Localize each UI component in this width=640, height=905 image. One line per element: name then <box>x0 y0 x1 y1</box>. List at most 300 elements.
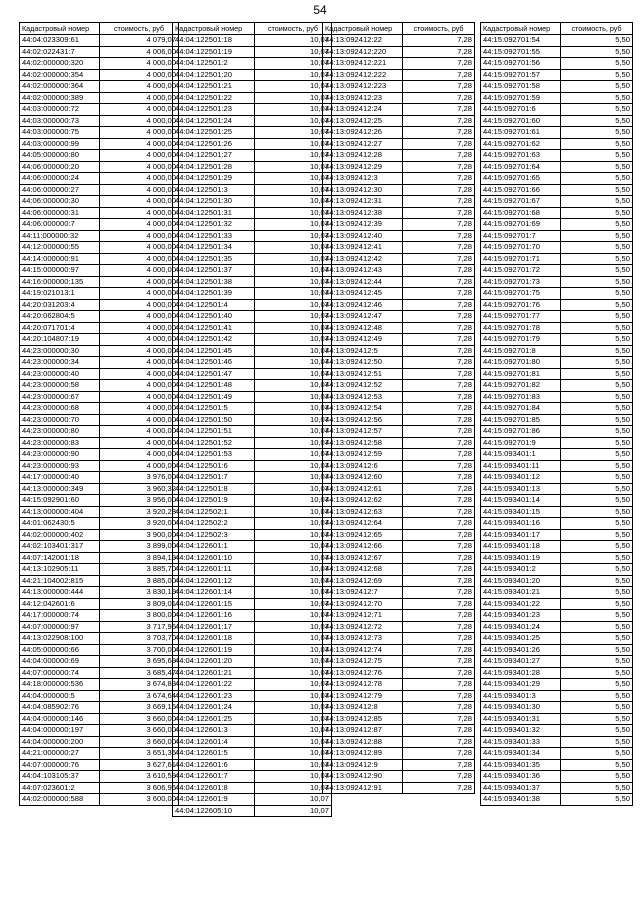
cost-cell: 4 000,00 <box>100 403 179 415</box>
cost-cell: 10,07 <box>255 667 332 679</box>
cadastral-number-cell: 44:13:092412:78 <box>323 679 403 691</box>
table-row <box>323 426 475 438</box>
cadastral-number-cell: 44:13:000000:349 <box>20 483 100 495</box>
table-row <box>173 598 332 610</box>
cost-cell: 5,50 <box>561 161 633 173</box>
header-cadastral-number: Кадастровый номер <box>323 23 403 35</box>
cost-cell: 4 000,00 <box>100 173 179 185</box>
cost-cell: 3 674,83 <box>100 679 179 691</box>
table-row <box>173 138 332 150</box>
cadastral-number-cell: 44:04:122601:22 <box>173 679 255 691</box>
cadastral-number-cell: 44:04:122601:3 <box>173 725 255 737</box>
cost-cell: 4 000,00 <box>100 242 179 254</box>
cadastral-number-cell: 44:04:000000:197 <box>20 725 100 737</box>
table-row <box>20 311 179 323</box>
cadastral-number-cell: 44:13:092412:65 <box>323 529 403 541</box>
table-row <box>173 81 332 93</box>
cadastral-number-cell: 44:15:092701:57 <box>481 69 561 81</box>
cost-cell: 4 000,00 <box>100 460 179 472</box>
cadastral-number-cell: 44:04:122601:6 <box>173 759 255 771</box>
cost-cell: 5,50 <box>561 230 633 242</box>
cadastral-number-cell: 44:04:122601:9 <box>173 794 255 806</box>
table-row <box>20 403 179 415</box>
cadastral-number-cell: 44:15:093401:26 <box>481 644 561 656</box>
cost-cell: 5,50 <box>561 437 633 449</box>
cost-cell: 5,50 <box>561 667 633 679</box>
table-row <box>323 656 475 668</box>
table-row <box>481 115 633 127</box>
cost-cell: 4 079,07 <box>100 35 179 47</box>
table-row <box>20 161 179 173</box>
table-row <box>173 426 332 438</box>
table-row <box>20 414 179 426</box>
cadastral-number-cell: 44:13:000000:404 <box>20 506 100 518</box>
cost-cell: 7,28 <box>403 575 475 587</box>
cadastral-number-cell: 44:15:093401:38 <box>481 794 561 806</box>
table-row <box>481 633 633 645</box>
table-row <box>323 437 475 449</box>
table-row <box>323 748 475 760</box>
cost-cell: 3 809,01 <box>100 598 179 610</box>
cost-cell: 4 000,00 <box>100 207 179 219</box>
cadastral-number-cell: 44:04:122601:11 <box>173 564 255 576</box>
cadastral-number-cell: 44:13:092412:52 <box>323 380 403 392</box>
table-row <box>173 644 332 656</box>
cost-cell: 10,07 <box>255 656 332 668</box>
table-row <box>323 449 475 461</box>
cadastral-number-cell: 44:15:093401:12 <box>481 472 561 484</box>
cadastral-number-cell: 44:04:122601:25 <box>173 713 255 725</box>
cost-cell: 4 000,00 <box>100 138 179 150</box>
cost-cell: 5,50 <box>561 575 633 587</box>
cadastral-number-cell: 44:04:000000:146 <box>20 713 100 725</box>
cadastral-number-cell: 44:04:122501:9 <box>173 495 255 507</box>
cost-cell: 10,07 <box>255 748 332 760</box>
table-row <box>20 541 179 553</box>
table-row <box>481 552 633 564</box>
table-row <box>323 184 475 196</box>
cost-cell: 5,50 <box>561 460 633 472</box>
table-row <box>20 391 179 403</box>
table-row <box>20 506 179 518</box>
cadastral-number-cell: 44:04:122502:1 <box>173 506 255 518</box>
cadastral-number-cell: 44:04:122501:38 <box>173 276 255 288</box>
table-row <box>20 679 179 691</box>
cost-cell: 7,28 <box>403 610 475 622</box>
cost-cell: 3 700,00 <box>100 644 179 656</box>
cost-cell: 7,28 <box>403 587 475 599</box>
cadastral-number-cell: 44:04:122501:26 <box>173 138 255 150</box>
table-row <box>481 575 633 587</box>
cost-cell: 10,07 <box>255 196 332 208</box>
cost-cell: 5,50 <box>561 782 633 794</box>
cadastral-number-cell: 44:15:092701:55 <box>481 46 561 58</box>
cost-cell: 4 000,00 <box>100 196 179 208</box>
cost-cell: 7,28 <box>403 207 475 219</box>
cadastral-table-4 <box>480 22 633 806</box>
cost-cell: 7,28 <box>403 633 475 645</box>
table-row <box>481 782 633 794</box>
cadastral-number-cell: 44:15:092701:79 <box>481 334 561 346</box>
table-row <box>20 518 179 530</box>
cost-cell: 7,28 <box>403 230 475 242</box>
table-row <box>20 58 179 70</box>
table-row <box>173 322 332 334</box>
cadastral-number-cell: 44:02:000000:389 <box>20 92 100 104</box>
cadastral-number-cell: 44:15:092701:66 <box>481 184 561 196</box>
cost-cell: 3 899,00 <box>100 541 179 553</box>
cost-cell: 7,28 <box>403 380 475 392</box>
cost-cell: 7,28 <box>403 656 475 668</box>
cost-cell: 3 685,47 <box>100 667 179 679</box>
table-row <box>323 759 475 771</box>
cadastral-number-cell: 44:15:093401:37 <box>481 782 561 794</box>
cost-cell: 7,28 <box>403 115 475 127</box>
cadastral-number-cell: 44:04:122501:50 <box>173 414 255 426</box>
table-row <box>20 736 179 748</box>
table-row <box>173 736 332 748</box>
cost-cell: 3 960,32 <box>100 483 179 495</box>
cost-cell: 10,07 <box>255 242 332 254</box>
table-row <box>173 771 332 783</box>
cost-cell: 7,28 <box>403 782 475 794</box>
cadastral-number-cell: 44:13:092412:43 <box>323 265 403 277</box>
cost-cell: 10,07 <box>255 299 332 311</box>
cost-cell: 5,50 <box>561 541 633 553</box>
cost-cell: 5,50 <box>561 495 633 507</box>
cadastral-number-cell: 44:13:092412:60 <box>323 472 403 484</box>
cadastral-number-cell: 44:13:092412:61 <box>323 483 403 495</box>
cost-cell: 4 000,00 <box>100 311 179 323</box>
cadastral-number-cell: 44:06:000000:31 <box>20 207 100 219</box>
cost-cell: 4 000,00 <box>100 357 179 369</box>
cost-cell: 10,07 <box>255 495 332 507</box>
table-row <box>323 161 475 173</box>
table-row <box>20 702 179 714</box>
table-row <box>20 150 179 162</box>
cost-cell: 7,28 <box>403 667 475 679</box>
cadastral-number-cell: 44:04:122501:31 <box>173 207 255 219</box>
cadastral-number-cell: 44:23:000000:90 <box>20 449 100 461</box>
table-row <box>173 656 332 668</box>
cost-cell: 3 800,00 <box>100 610 179 622</box>
cost-cell: 4 000,00 <box>100 426 179 438</box>
cost-cell: 7,28 <box>403 265 475 277</box>
cost-cell: 3 894,19 <box>100 552 179 564</box>
cost-cell: 10,07 <box>255 794 332 806</box>
table-row <box>323 518 475 530</box>
cadastral-number-cell: 44:13:092412:223 <box>323 81 403 93</box>
cost-cell: 4 000,00 <box>100 288 179 300</box>
table-row <box>173 414 332 426</box>
cadastral-number-cell: 44:07:000000:97 <box>20 621 100 633</box>
table-row <box>173 575 332 587</box>
table-row <box>20 771 179 783</box>
cadastral-number-cell: 44:13:092412:50 <box>323 357 403 369</box>
cost-cell: 5,50 <box>561 725 633 737</box>
cadastral-number-cell: 44:04:122501:39 <box>173 288 255 300</box>
cost-cell: 5,50 <box>561 633 633 645</box>
cadastral-number-cell: 44:15:092701:6 <box>481 104 561 116</box>
cadastral-number-cell: 44:15:092701:80 <box>481 357 561 369</box>
cost-cell: 7,28 <box>403 299 475 311</box>
table-row <box>173 184 332 196</box>
cadastral-number-cell: 44:13:092412:221 <box>323 58 403 70</box>
cadastral-number-cell: 44:20:031203:4 <box>20 299 100 311</box>
cadastral-number-cell: 44:15:093401:35 <box>481 759 561 771</box>
cadastral-number-cell: 44:04:122501:51 <box>173 426 255 438</box>
cadastral-number-cell: 44:13:092412:54 <box>323 403 403 415</box>
cost-cell: 10,07 <box>255 58 332 70</box>
cadastral-number-cell: 44:06:000000:7 <box>20 219 100 231</box>
table-row <box>481 736 633 748</box>
cost-cell: 7,28 <box>403 81 475 93</box>
table-row <box>323 725 475 737</box>
cadastral-number-cell: 44:15:092701:77 <box>481 311 561 323</box>
cadastral-number-cell: 44:13:092412:88 <box>323 736 403 748</box>
cost-cell: 5,50 <box>561 92 633 104</box>
cost-cell: 5,50 <box>561 127 633 139</box>
cost-cell: 10,07 <box>255 587 332 599</box>
cadastral-number-cell: 44:15:092701:64 <box>481 161 561 173</box>
cost-cell: 5,50 <box>561 552 633 564</box>
cost-cell: 7,28 <box>403 702 475 714</box>
cadastral-number-cell: 44:13:092412:28 <box>323 150 403 162</box>
cost-cell: 3 660,00 <box>100 736 179 748</box>
table-row <box>323 472 475 484</box>
table-row <box>20 656 179 668</box>
cost-cell: 10,07 <box>255 322 332 334</box>
cost-cell: 5,50 <box>561 564 633 576</box>
table-row <box>323 196 475 208</box>
cadastral-number-cell: 44:13:092412:67 <box>323 552 403 564</box>
cadastral-number-cell: 44:15:093401:33 <box>481 736 561 748</box>
cost-cell: 5,50 <box>561 414 633 426</box>
cadastral-number-cell: 44:04:122501:30 <box>173 196 255 208</box>
table-row <box>481 644 633 656</box>
cost-cell: 7,28 <box>403 391 475 403</box>
cadastral-number-cell: 44:15:092701:56 <box>481 58 561 70</box>
cadastral-number-cell: 44:04:085902:76 <box>20 702 100 714</box>
table-row <box>20 472 179 484</box>
cost-cell: 10,07 <box>255 805 332 817</box>
cost-cell: 3 830,19 <box>100 587 179 599</box>
cadastral-number-cell: 44:04:122601:23 <box>173 690 255 702</box>
cadastral-number-cell: 44:13:092412:27 <box>323 138 403 150</box>
cadastral-number-cell: 44:13:092412:75 <box>323 656 403 668</box>
table-row <box>481 69 633 81</box>
cost-cell: 10,07 <box>255 184 332 196</box>
cost-cell: 7,28 <box>403 92 475 104</box>
cost-cell: 5,50 <box>561 748 633 760</box>
cost-cell: 10,07 <box>255 610 332 622</box>
table-row <box>323 334 475 346</box>
cost-cell: 7,28 <box>403 426 475 438</box>
cadastral-number-cell: 44:23:000000:70 <box>20 414 100 426</box>
cadastral-number-cell: 44:23:000000:40 <box>20 368 100 380</box>
cost-cell: 10,07 <box>255 265 332 277</box>
table-row <box>323 391 475 403</box>
cadastral-number-cell: 44:04:122501:40 <box>173 311 255 323</box>
cadastral-number-cell: 44:04:122601:5 <box>173 748 255 760</box>
cost-cell: 5,50 <box>561 656 633 668</box>
cost-cell: 5,50 <box>561 334 633 346</box>
cost-cell: 5,50 <box>561 184 633 196</box>
header-cadastral-number: Кадастровый номер <box>20 23 100 35</box>
cadastral-number-cell: 44:15:093401:13 <box>481 483 561 495</box>
cost-cell: 5,50 <box>561 299 633 311</box>
cost-cell: 10,07 <box>255 506 332 518</box>
table-row <box>481 495 633 507</box>
cadastral-number-cell: 44:20:062804:5 <box>20 311 100 323</box>
cost-cell: 4 000,00 <box>100 127 179 139</box>
table-row <box>481 368 633 380</box>
cadastral-number-cell: 44:15:092701:83 <box>481 391 561 403</box>
table-row <box>173 518 332 530</box>
cost-cell: 7,28 <box>403 46 475 58</box>
cost-cell: 10,07 <box>255 46 332 58</box>
table-row <box>20 552 179 564</box>
cadastral-number-cell: 44:15:092701:62 <box>481 138 561 150</box>
cost-cell: 3 976,00 <box>100 472 179 484</box>
cadastral-number-cell: 44:04:122501:4 <box>173 299 255 311</box>
cost-cell: 5,50 <box>561 288 633 300</box>
cadastral-number-cell: 44:15:092901:60 <box>20 495 100 507</box>
cadastral-number-cell: 44:03:000000:99 <box>20 138 100 150</box>
table-header-row <box>20 23 179 35</box>
table-row <box>323 575 475 587</box>
cost-cell: 7,28 <box>403 127 475 139</box>
header-cost: стоимость, руб <box>100 23 179 35</box>
table-row <box>323 414 475 426</box>
cadastral-number-cell: 44:02:000000:354 <box>20 69 100 81</box>
cadastral-number-cell: 44:15:093401:2 <box>481 564 561 576</box>
cadastral-number-cell: 44:13:092412:40 <box>323 230 403 242</box>
cost-cell: 5,50 <box>561 426 633 438</box>
cadastral-number-cell: 44:11:000000:32 <box>20 230 100 242</box>
table-row <box>481 46 633 58</box>
cadastral-number-cell: 44:13:092412:48 <box>323 322 403 334</box>
cost-cell: 7,28 <box>403 771 475 783</box>
table-row <box>173 610 332 622</box>
cadastral-number-cell: 44:04:122501:22 <box>173 92 255 104</box>
cost-cell: 10,07 <box>255 104 332 116</box>
table-row <box>173 391 332 403</box>
cadastral-table-3 <box>322 22 475 794</box>
cost-cell: 5,50 <box>561 368 633 380</box>
cost-cell: 4 000,00 <box>100 58 179 70</box>
table-row <box>323 311 475 323</box>
table-row <box>20 184 179 196</box>
cadastral-number-cell: 44:15:093401:22 <box>481 598 561 610</box>
cost-cell: 10,07 <box>255 472 332 484</box>
table-row <box>323 265 475 277</box>
table-row <box>20 460 179 472</box>
table-row <box>20 483 179 495</box>
cost-cell: 10,07 <box>255 161 332 173</box>
cadastral-number-cell: 44:20:071701:4 <box>20 322 100 334</box>
table-row <box>481 265 633 277</box>
cadastral-number-cell: 44:04:122601:12 <box>173 575 255 587</box>
cadastral-number-cell: 44:04:103105:37 <box>20 771 100 783</box>
table-row <box>481 196 633 208</box>
table-row <box>20 748 179 760</box>
cadastral-number-cell: 44:15:093401:17 <box>481 529 561 541</box>
cadastral-number-cell: 44:04:122501:32 <box>173 219 255 231</box>
cost-cell: 7,28 <box>403 644 475 656</box>
table-row <box>323 736 475 748</box>
cadastral-number-cell: 44:13:092412:23 <box>323 92 403 104</box>
cost-cell: 10,07 <box>255 702 332 714</box>
cost-cell: 5,50 <box>561 81 633 93</box>
cadastral-number-cell: 44:15:092701:85 <box>481 414 561 426</box>
cost-cell: 5,50 <box>561 311 633 323</box>
cadastral-number-cell: 44:23:000000:30 <box>20 345 100 357</box>
cadastral-number-cell: 44:04:122501:18 <box>173 35 255 47</box>
cost-cell: 5,50 <box>561 529 633 541</box>
table-row <box>481 92 633 104</box>
table-row <box>481 564 633 576</box>
cost-cell: 10,07 <box>255 437 332 449</box>
cadastral-number-cell: 44:04:122601:4 <box>173 736 255 748</box>
cadastral-number-cell: 44:13:092412:26 <box>323 127 403 139</box>
cost-cell: 7,28 <box>403 184 475 196</box>
cost-cell: 4 000,00 <box>100 115 179 127</box>
cadastral-number-cell: 44:04:122501:25 <box>173 127 255 139</box>
table-row <box>173 265 332 277</box>
cost-cell: 10,07 <box>255 207 332 219</box>
cadastral-number-cell: 44:02:000000:320 <box>20 58 100 70</box>
table-row <box>20 713 179 725</box>
table-row <box>481 357 633 369</box>
cadastral-number-cell: 44:04:122501:23 <box>173 104 255 116</box>
table-row <box>481 587 633 599</box>
table-row <box>20 196 179 208</box>
cadastral-number-cell: 44:13:092412:62 <box>323 495 403 507</box>
cadastral-number-cell: 44:15:092701:81 <box>481 368 561 380</box>
table-row <box>20 368 179 380</box>
table-row <box>20 138 179 150</box>
table-row <box>323 127 475 139</box>
table-row <box>323 541 475 553</box>
cost-cell: 7,28 <box>403 529 475 541</box>
table-row <box>323 115 475 127</box>
cadastral-number-cell: 44:04:122502:2 <box>173 518 255 530</box>
cost-cell: 4 000,00 <box>100 81 179 93</box>
cost-cell: 10,07 <box>255 173 332 185</box>
table-row <box>20 610 179 622</box>
cost-cell: 5,50 <box>561 598 633 610</box>
cadastral-number-cell: 44:13:092412:38 <box>323 207 403 219</box>
table-row <box>323 702 475 714</box>
table-row <box>20 345 179 357</box>
table-row <box>323 506 475 518</box>
cadastral-number-cell: 44:04:122501:20 <box>173 69 255 81</box>
cost-cell: 10,07 <box>255 81 332 93</box>
cadastral-number-cell: 44:04:122501:45 <box>173 345 255 357</box>
cost-cell: 5,50 <box>561 115 633 127</box>
table-row <box>173 368 332 380</box>
cadastral-number-cell: 44:06:000000:27 <box>20 184 100 196</box>
table-row <box>481 311 633 323</box>
table-row <box>20 644 179 656</box>
table-row <box>481 184 633 196</box>
cost-cell: 3 627,61 <box>100 759 179 771</box>
cadastral-number-cell: 44:15:092701:70 <box>481 242 561 254</box>
table-row <box>323 288 475 300</box>
cost-cell: 10,07 <box>255 380 332 392</box>
table-row <box>173 127 332 139</box>
